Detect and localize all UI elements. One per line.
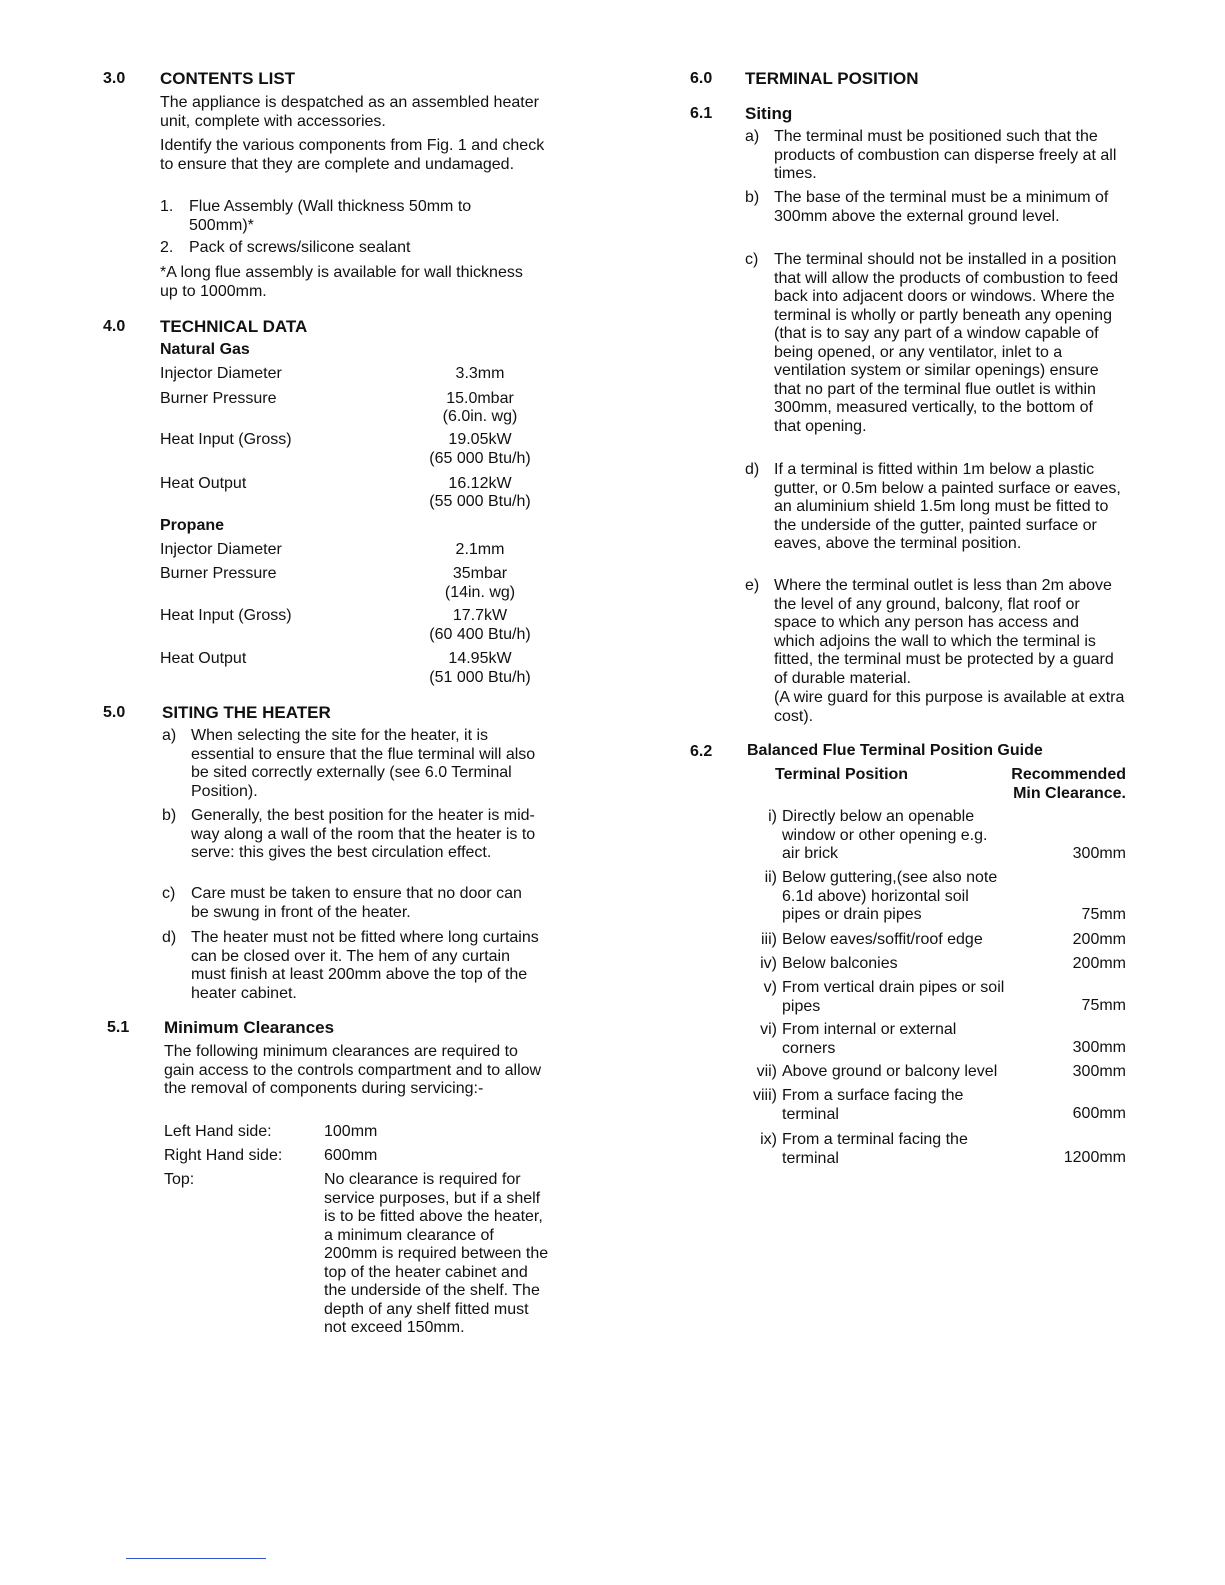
list-item: Generally, the best position for the heater is mid-way along a wall of the room that the heater is to serve: this gives the best circulation effect. bbox=[191, 807, 536, 861]
list-item-mark: 1. bbox=[160, 198, 174, 215]
list-item-mark: c) bbox=[162, 885, 176, 902]
data-label: Injector Diameter bbox=[160, 541, 282, 558]
list-item: The heater must not be fitted where long curtains can be closed over it. The hem of any curtain must finish at least 200mm above the top of the heater cabinet. bbox=[191, 929, 539, 1002]
row-text: Below balconies bbox=[782, 955, 898, 972]
column-header-line: Min Clearance. bbox=[1013, 784, 1126, 802]
data-value-secondary: (65 000 Btu/h) bbox=[429, 450, 531, 467]
clearance-value: 600mm bbox=[324, 1147, 378, 1164]
list-item: The terminal should not be installed in a position that will allow the products of combustion to feed back into adjacent doors or windows. Where the terminal is wholly or partly beneath any opening (that is to say any part of a window capable of being opened, or any ventilator, inlet to a ventilation system or similar openings) ensure that no part of the terminal flue outlet is within 300mm, measured vertically, to the bottom of that opening. bbox=[774, 251, 1119, 435]
natural-gas-table bbox=[160, 365, 550, 515]
data-value: 15.0mbar bbox=[446, 390, 514, 407]
row-value: 300mm bbox=[1072, 845, 1126, 862]
row-value: 200mm bbox=[1072, 931, 1126, 948]
data-value-secondary: (6.0in. wg) bbox=[442, 408, 518, 425]
column-header-position: Terminal Position bbox=[775, 766, 909, 783]
data-value-secondary: (55 000 Btu/h) bbox=[429, 493, 531, 510]
section-3-intro: The appliance is despatched as an assembled heater unit, complete with accessories. bbox=[160, 94, 539, 130]
list-item: If a terminal is fitted within 1m below a plastic gutter, or 0.5m below a painted surface or eaves, an aluminium shield 1.5m long must be fitted to the underside of the gutter, painted surface or eaves, above the terminal position. bbox=[774, 461, 1121, 552]
row-mark: v) bbox=[763, 979, 777, 996]
data-label: Heat Output bbox=[160, 650, 247, 667]
section-6-number: 6.0 bbox=[690, 70, 713, 87]
data-value: 14.95kW bbox=[448, 650, 512, 667]
row-mark: iii) bbox=[761, 931, 777, 948]
data-value: 16.12kW bbox=[448, 475, 512, 492]
footer-rule bbox=[126, 1558, 266, 1559]
clearance-value: No clearance is required for service purposes, but if a shelf is to be fitted above the heater, a minimum clearance of 200mm is required between the top of the heater cabinet and the underside of the shelf. The depth of any shelf fitted must not exceed 150mm. bbox=[324, 1171, 549, 1336]
propane-table bbox=[160, 541, 550, 691]
data-value-secondary: (14in. wg) bbox=[444, 584, 516, 601]
row-text: Above ground or balcony level bbox=[782, 1063, 998, 1080]
section-3-note: *A long flue assembly is available for wall thickness up to 1000mm. bbox=[160, 264, 523, 300]
propane-heading: Propane bbox=[160, 517, 225, 534]
list-item: Care must be taken to ensure that no door can be swung in front of the heater. bbox=[191, 885, 522, 921]
natural-gas-heading: Natural Gas bbox=[160, 341, 250, 358]
clearance-value: 100mm bbox=[324, 1123, 378, 1140]
data-value: 17.7kW bbox=[452, 607, 508, 624]
row-mark: ii) bbox=[764, 869, 777, 886]
row-text: Below guttering,(see also note 6.1d above) horizontal soil pipes or drain pipes bbox=[782, 869, 998, 923]
list-item-mark: e) bbox=[745, 577, 760, 594]
terminal-position-table bbox=[745, 808, 1128, 1168]
list-item: Pack of screws/silicone sealant bbox=[189, 239, 411, 256]
data-label: Heat Input (Gross) bbox=[160, 607, 292, 624]
section-5-1-intro: The following minimum clearances are required to gain access to the controls compartment and to allow the removal of components during servicing:- bbox=[164, 1043, 542, 1097]
row-value: 300mm bbox=[1072, 1039, 1126, 1056]
data-label: Burner Pressure bbox=[160, 565, 277, 582]
data-label: Burner Pressure bbox=[160, 390, 277, 407]
list-item-mark: c) bbox=[745, 251, 759, 268]
row-text: Directly below an openable window or other opening e.g. air brick bbox=[782, 808, 988, 862]
list-item-mark: d) bbox=[745, 461, 760, 478]
row-mark: vi) bbox=[760, 1021, 777, 1038]
section-6-1-list bbox=[745, 128, 1135, 728]
row-value: 75mm bbox=[1081, 906, 1126, 923]
row-mark: i) bbox=[768, 808, 777, 825]
row-mark: iv) bbox=[760, 955, 777, 972]
list-item-mark: b) bbox=[162, 807, 177, 824]
list-item: When selecting the site for the heater, it is essential to ensure that the flue terminal will also be sited correctly externally (see 6.0 Terminal Position). bbox=[191, 727, 536, 800]
row-value: 300mm bbox=[1072, 1063, 1126, 1080]
clearances-table bbox=[164, 1123, 564, 1363]
list-item-mark: 2. bbox=[160, 239, 174, 256]
data-value-secondary: (51 000 Btu/h) bbox=[429, 669, 531, 686]
section-6-2-number: 6.2 bbox=[690, 743, 713, 760]
row-mark: ix) bbox=[760, 1131, 777, 1148]
row-value: 1200mm bbox=[1063, 1149, 1126, 1166]
section-3-list bbox=[160, 198, 550, 258]
list-item-mark: a) bbox=[162, 727, 177, 744]
row-mark: vii) bbox=[756, 1063, 777, 1080]
list-item-mark: a) bbox=[745, 128, 760, 145]
row-value: 75mm bbox=[1081, 997, 1126, 1014]
row-text: From a terminal facing the terminal bbox=[782, 1131, 968, 1167]
clearance-label: Right Hand side: bbox=[164, 1147, 283, 1164]
section-5-1-number: 5.1 bbox=[107, 1019, 130, 1036]
section-5-1-title: Minimum Clearances bbox=[164, 1018, 335, 1037]
section-6-title: TERMINAL POSITION bbox=[745, 69, 919, 88]
data-label: Injector Diameter bbox=[160, 365, 282, 382]
section-3-title: CONTENTS LIST bbox=[160, 69, 296, 88]
list-item-extra: (A wire guard for this purpose is available at extra cost). bbox=[774, 689, 1125, 725]
list-item: The terminal must be positioned such that the products of combustion can disperse freely at all times. bbox=[774, 128, 1117, 182]
row-value: 600mm bbox=[1072, 1105, 1126, 1122]
section-3-identify: Identify the various components from Fig. 1 and check to ensure that they are complete and undamaged. bbox=[160, 137, 545, 173]
list-item-mark: d) bbox=[162, 929, 177, 946]
section-5-list bbox=[162, 727, 552, 1007]
column-header-line: Recommended bbox=[1011, 766, 1126, 783]
data-label: Heat Input (Gross) bbox=[160, 431, 292, 448]
row-text: From vertical drain pipes or soil pipes bbox=[782, 979, 1005, 1015]
clearance-label: Top: bbox=[164, 1171, 195, 1188]
data-value-secondary: (60 400 Btu/h) bbox=[429, 626, 531, 643]
section-4-number: 4.0 bbox=[103, 318, 126, 335]
section-5-number: 5.0 bbox=[103, 704, 126, 721]
row-value: 200mm bbox=[1072, 955, 1126, 972]
data-label: Heat Output bbox=[160, 475, 247, 492]
section-6-1-number: 6.1 bbox=[690, 105, 713, 122]
data-value: 19.05kW bbox=[448, 431, 512, 448]
section-5-title: SITING THE HEATER bbox=[162, 703, 331, 722]
section-6-1-title: Siting bbox=[745, 104, 793, 123]
data-value: 35mbar bbox=[452, 565, 508, 582]
list-item-mark: b) bbox=[745, 189, 760, 206]
data-value: 3.3mm bbox=[455, 365, 505, 382]
section-6-2-title: Balanced Flue Terminal Position Guide bbox=[747, 742, 1043, 759]
column-header-clearance bbox=[930, 766, 1126, 803]
section-3-number: 3.0 bbox=[103, 70, 126, 87]
list-item: The base of the terminal must be a minimum of 300mm above the external ground level. bbox=[774, 189, 1109, 225]
list-item: Flue Assembly (Wall thickness 50mm to 500mm)* bbox=[189, 198, 472, 234]
row-text: From internal or external corners bbox=[782, 1021, 957, 1057]
data-value: 2.1mm bbox=[455, 541, 505, 558]
row-text: Below eaves/soffit/roof edge bbox=[782, 931, 983, 948]
section-4-title: TECHNICAL DATA bbox=[160, 317, 308, 336]
list-item: Where the terminal outlet is less than 2m above the level of any ground, balcony, flat roof or space to which any person has access and which adjoins the wall to which the terminal is fitted, the terminal must be protected by a guard of durable material. bbox=[774, 577, 1114, 687]
clearance-label: Left Hand side: bbox=[164, 1123, 272, 1140]
row-mark: viii) bbox=[753, 1087, 777, 1104]
row-text: From a surface facing the terminal bbox=[782, 1087, 964, 1123]
